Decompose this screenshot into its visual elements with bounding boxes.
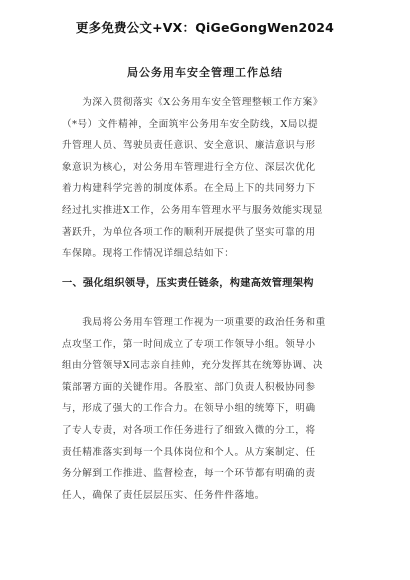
paragraph-line: 责任精准落实到每一个具体岗位和个人。从方案制定、任: [62, 446, 316, 458]
paragraph-line: 与，形成了强大的工作合力。在领导小组的统筹下，明确: [62, 403, 316, 415]
paragraph-line: 我局将公务用车管理工作视为一项重要的政治任务和重: [62, 317, 326, 328]
paragraph-line: 策部署方面的关键作用。各股室、部门负责人积极协同参: [62, 381, 316, 393]
paragraph-line: 点攻坚工作，第一时间成立了专项工作领导小组。领导小: [62, 338, 316, 350]
promo-banner: 更多免费公文+VX：QiGeGongWen2024: [75, 20, 335, 35]
paragraph-line: 组由分管领导X同志亲自挂帅，充分发挥其在统筹协调、决: [62, 360, 323, 372]
paragraph-line: （*号）文件精神，全面筑牢公务用车安全防线，X局以提: [62, 118, 319, 130]
paragraph-line: 务分解到工作推进、监督检查，每一个环节都有明确的责: [62, 468, 316, 480]
section-paragraph: [62, 312, 352, 506]
paragraph-line: 着力构建科学完善的制度体系。在全局上下的共同努力下: [62, 183, 316, 195]
section-heading: 一、强化组织领导，压实责任链条，构建高效管理架构: [62, 277, 314, 289]
paragraph-line: 任人，确保了责任层层压实、任务件件落地。: [62, 489, 265, 501]
paragraph-line: 车保障。现将工作情况详细总结如下：: [62, 248, 235, 260]
document-title: 局公务用车安全管理工作总结: [127, 66, 283, 79]
paragraph-line: 象意识为核心，对公务用车管理进行全方位、深层次优化: [62, 161, 316, 173]
paragraph-line: 著跃升，为单位各项工作的顺利开展提供了坚实可靠的用: [62, 226, 316, 238]
paragraph-line: 了专人专责，对各项工作任务进行了细致入微的分工，将: [62, 424, 316, 436]
intro-paragraph: [62, 92, 352, 265]
paragraph-line: 经过扎实推进X工作，公务用车管理水平与服务效能实现显: [62, 204, 323, 216]
paragraph-line: 为深入贯彻落实《X公务用车安全管理整顿工作方案》: [62, 97, 323, 108]
paragraph-line: 升管理人员、驾驶员责任意识、安全意识、廉洁意识与形: [62, 140, 316, 152]
